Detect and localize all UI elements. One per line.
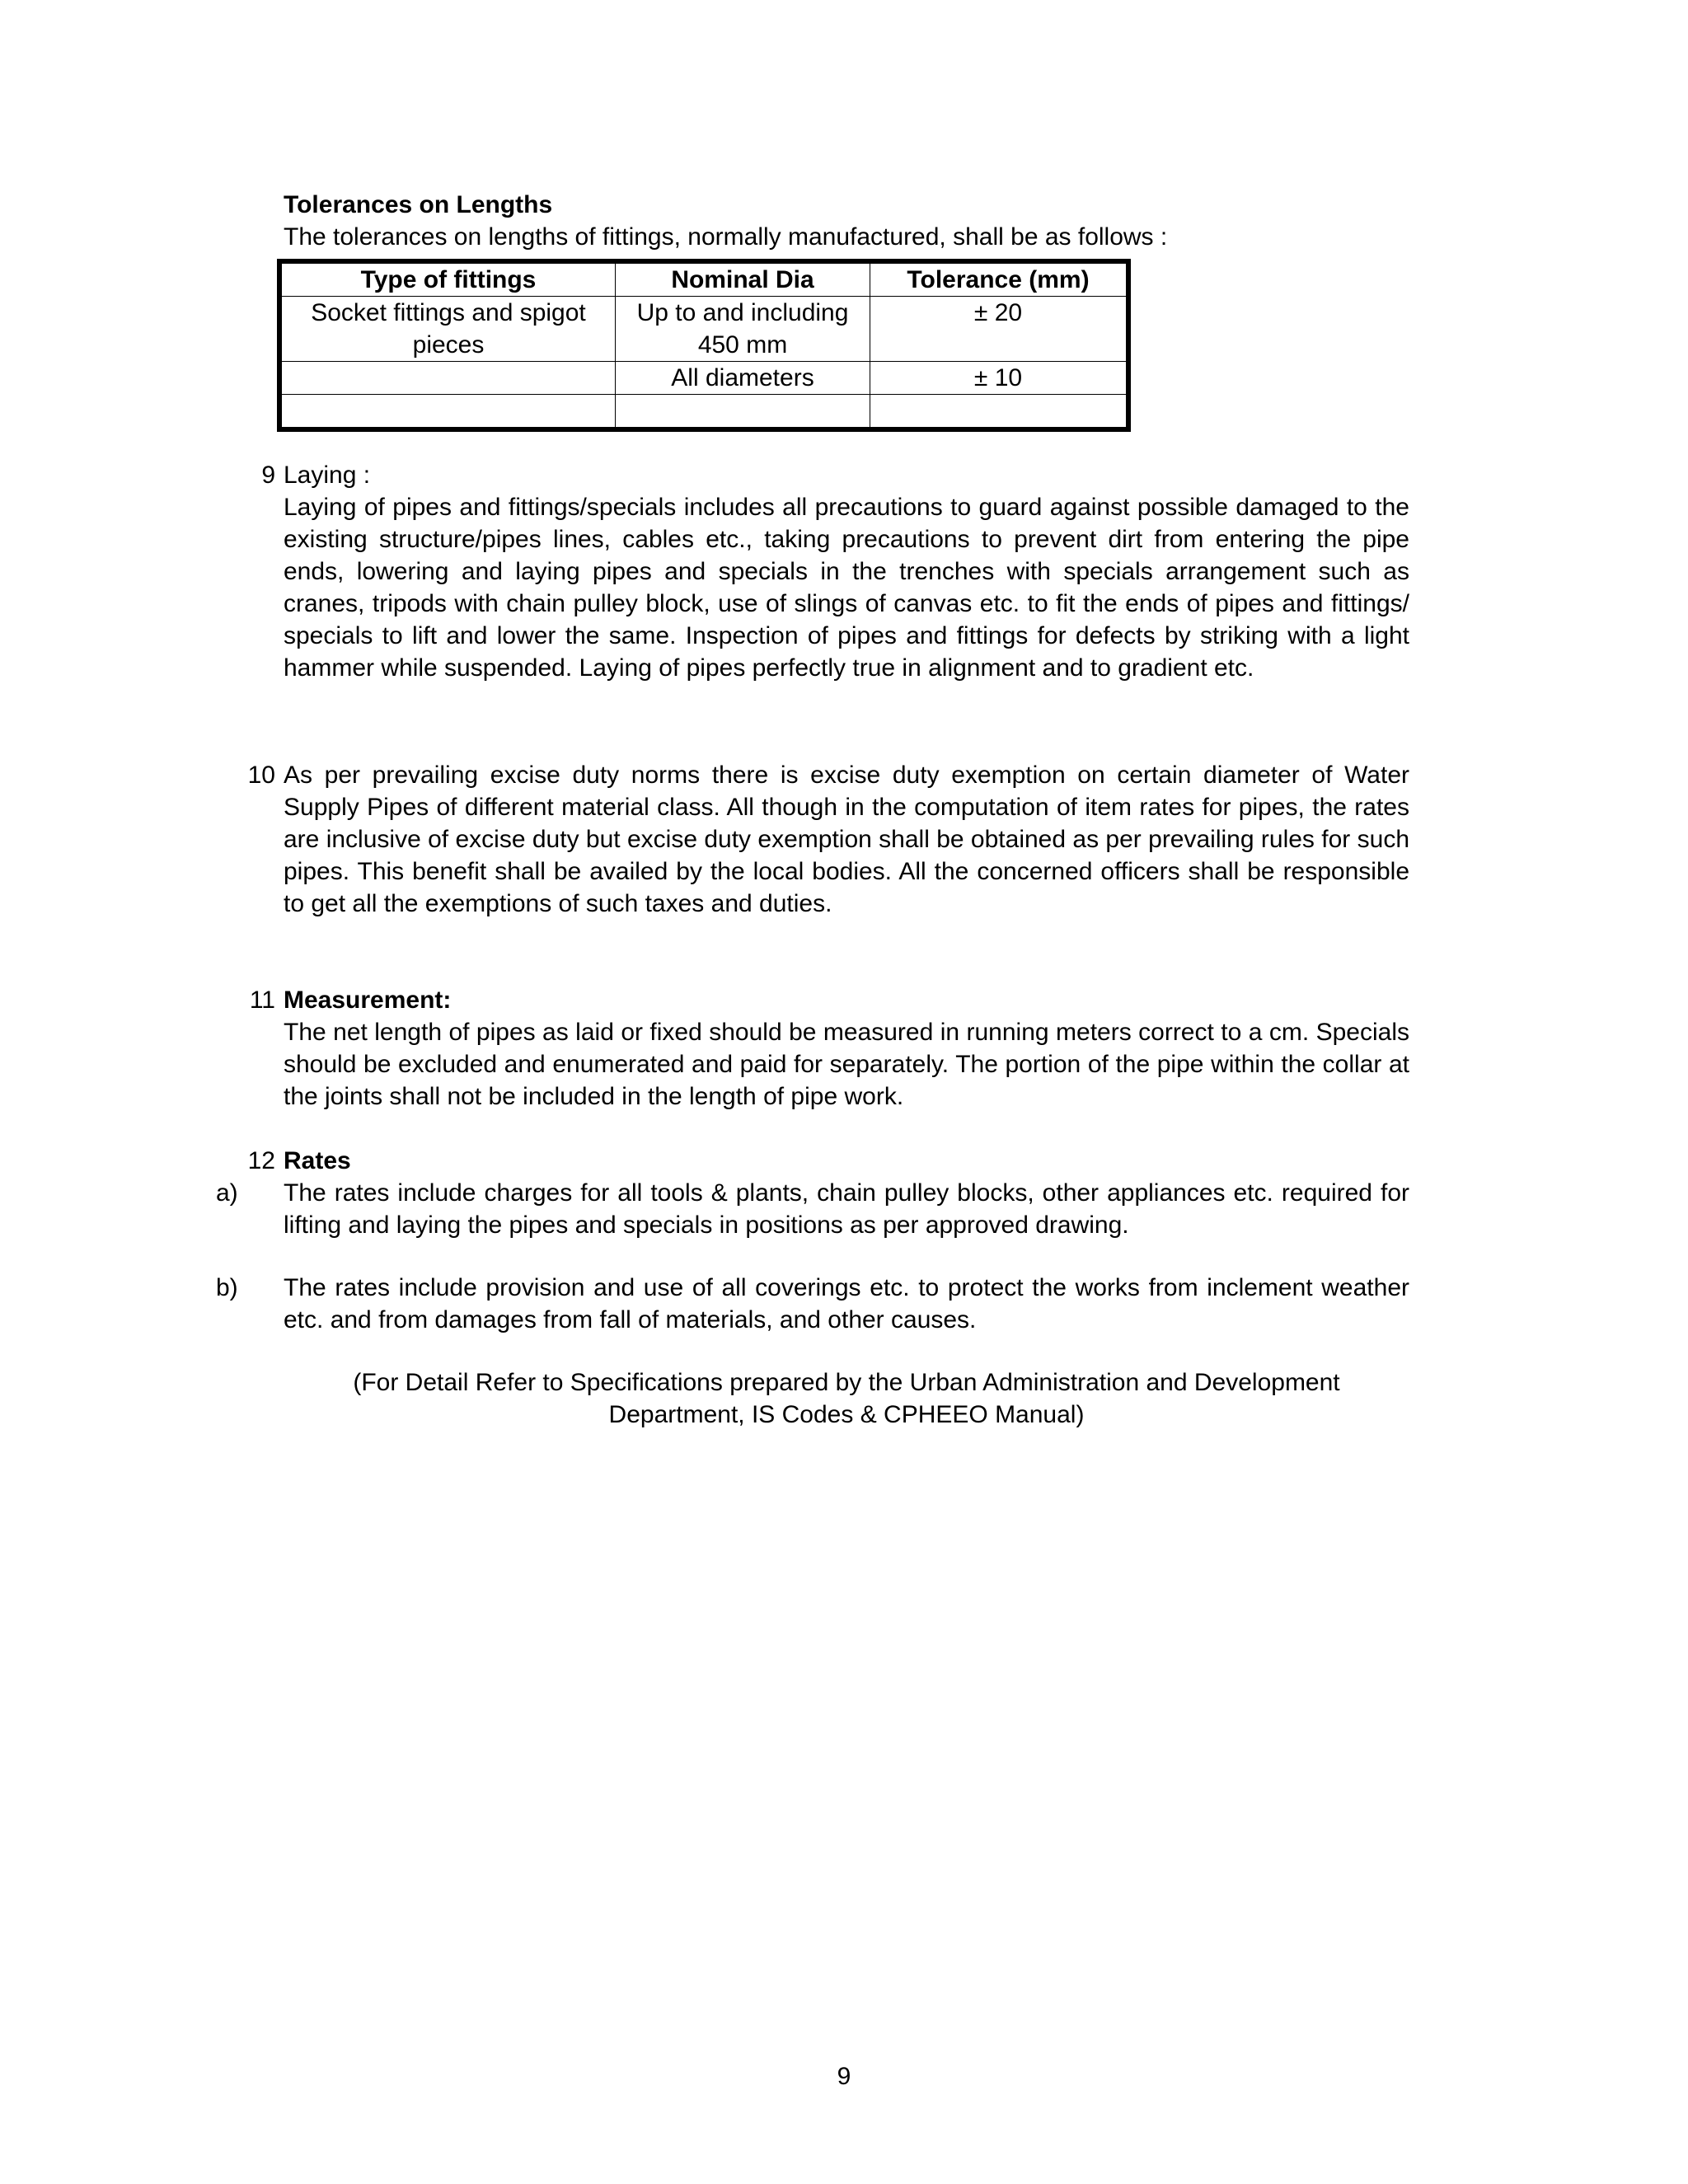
table-cell: All diameters (616, 362, 870, 395)
table-row (279, 362, 1128, 395)
tolerances-table (277, 259, 1131, 432)
section-number: 9 (261, 462, 275, 489)
section-title-measurement: Measurement: (284, 987, 452, 1014)
table-row (279, 297, 1128, 362)
section-title-laying: Laying : (284, 462, 371, 489)
table-row (279, 395, 1128, 430)
section-number: 12 (247, 1147, 275, 1174)
list-item: The rates include charges for all tools & plants, chain pulley blocks, other appliances etc. required for lifting and laying the pipes and specials in positions as per approved drawing. (284, 1179, 1409, 1239)
table-cell: ± 10 (870, 362, 1129, 395)
column-header-type: Type of fittings (279, 261, 616, 297)
section-body-laying: Laying of pipes and fittings/specials includes all precautions to guard against possible damaged to the existing structure/pipes lines, cables etc., taking precautions to prevent dirt from entering the pipe ends, lowering and laying pipes and specials in the trenches with specials arrangement such as cranes, tripods with chain pulley block, use of slings of canvas etc. to fit the ends of pipes and fittings/ specials to lift and lower the same. Inspection of pipes and fittings for defects by striking with a light hammer while suspended. Laying of pipes perfectly true in alignment and to gradient etc. (284, 494, 1409, 682)
table-cell (616, 395, 870, 430)
column-header-tolerance: Tolerance (mm) (870, 261, 1129, 297)
list-marker: a) (216, 1179, 238, 1207)
section-number: 11 (249, 987, 275, 1014)
section-heading-tolerances: Tolerances on Lengths (284, 191, 553, 218)
page-number: 9 (837, 2063, 851, 2090)
list-item: The rates include provision and use of all coverings etc. to protect the works from inclement weather etc. and from damages from fall of materials, and other causes. (284, 1274, 1409, 1333)
table-cell (279, 395, 616, 430)
table-cell: Socket fittings and spigot pieces (279, 297, 616, 362)
table-cell: ± 20 (870, 297, 1129, 362)
section-number: 10 (247, 762, 275, 789)
table-header-row (279, 261, 1128, 297)
reference-note (284, 1366, 1409, 1431)
reference-note-line: Department, IS Codes & CPHEEO Manual) (608, 1401, 1085, 1428)
section-body-measurement: The net length of pipes as laid or fixed should be measured in running meters correct to a cm. Specials should be excluded and enumerated and paid for separately. The portion of the pipe within the collar at the joints shall not be included in the length of pipe work. (284, 1019, 1409, 1110)
section-body-excise: As per prevailing excise duty norms there is excise duty exemption on certain diameter of Water Supply Pipes of different material class. All though in the computation of item rates for pipes, the rates are inclusive of excise duty but excise duty exemption shall be obtained as per prevailing rules for such pipes. This benefit shall be availed by the local bodies. All the concerned officers shall be responsible to get all the exemptions of such taxes and duties. (284, 762, 1409, 917)
tolerances-intro-text: The tolerances on lengths of fittings, normally manufactured, shall be as follows : (284, 223, 1168, 251)
reference-note-line: (For Detail Refer to Specifications prepared by the Urban Administration and Development (353, 1369, 1340, 1396)
table-cell (870, 395, 1129, 430)
column-header-nominal-dia: Nominal Dia (616, 261, 870, 297)
section-title-rates: Rates (284, 1147, 351, 1174)
table-cell (279, 362, 616, 395)
table-cell: Up to and including 450 mm (616, 297, 870, 362)
list-marker: b) (216, 1274, 238, 1301)
